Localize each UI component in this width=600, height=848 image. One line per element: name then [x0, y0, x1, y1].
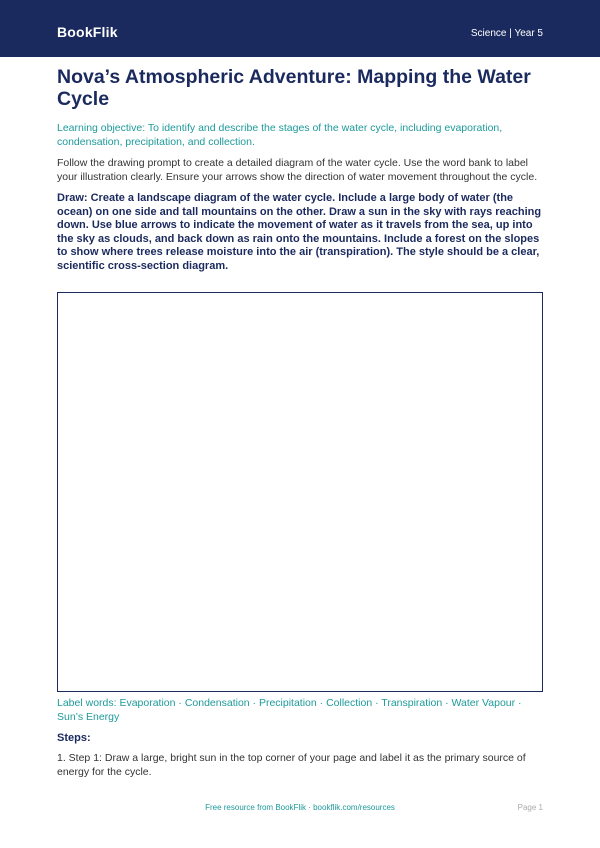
drawing-area[interactable]: [57, 292, 543, 692]
step-item: 1. Step 1: Draw a large, bright sun in the top corner of your page and label it as the primary source of energy for the cycle.: [57, 752, 526, 778]
brand-logo-text: BookFlik: [57, 24, 118, 40]
header-bar: [0, 0, 600, 57]
learning-objective: Learning objective: To identify and describe the stages of the water cycle, including evaporation, condensation, precipitation, and collection.: [57, 122, 503, 148]
drawing-prompt: Draw: Create a landscape diagram of the water cycle. Include a large body of water (the ocean) on one side and tall mountains on the other. Draw a sun in the sky with rays reaching down. Use blue arrows to indicate the movement of water as it travels from the sea, up into the sky as clouds, and back down as rain onto the mountains. Include a forest on the slopes to show where trees release moisture into the air (transpiration). The style should be a clear, scientific cross-section diagram.: [57, 192, 542, 272]
instructions-text: Follow the drawing prompt to create a detailed diagram of the water cycle. Use the word bank to label your illustration clearly. Ensure your arrows show the direction of water movement throughout the cycle.: [57, 157, 538, 183]
word-bank: Label words: Evaporation · Condensation · Precipitation · Collection · Transpiration · Water Vapour · Sun’s Energy: [57, 697, 522, 723]
subject-year-label: Science | Year 5: [470, 28, 543, 39]
steps-heading: Steps:: [57, 732, 91, 744]
page-title: Nova’s Atmospheric Adventure: Mapping the Water Cycle: [57, 66, 531, 110]
page-number: Page 1: [517, 803, 543, 812]
footer-credit: Free resource from BookFlik · bookflik.com/resources: [205, 803, 395, 812]
